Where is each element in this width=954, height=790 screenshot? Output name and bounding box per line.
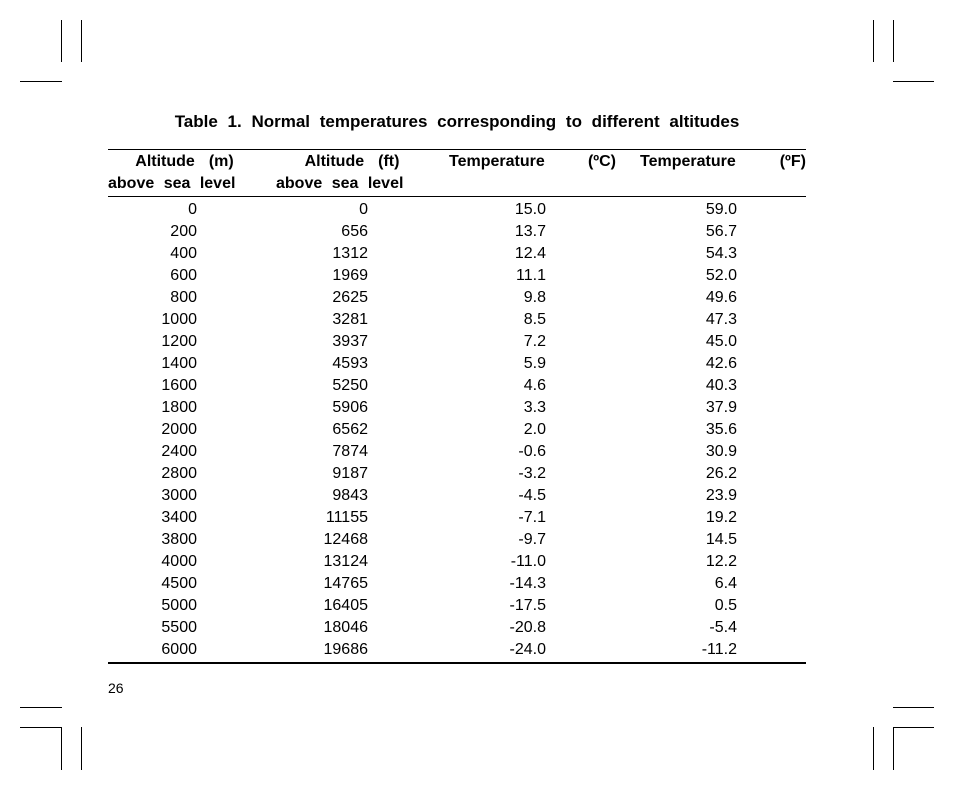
temperature-c-cell: 15.0 bbox=[514, 201, 546, 218]
temperature-c-cell: -11.0 bbox=[510, 553, 546, 570]
temperature-c-cell: 9.8 bbox=[523, 289, 546, 306]
altitude-ft-cell: 6562 bbox=[332, 421, 368, 438]
page-number: 26 bbox=[108, 680, 124, 696]
altitude-ft-cell: 11155 bbox=[325, 509, 368, 526]
table-row bbox=[108, 331, 806, 353]
altitude-m-cell: 200 bbox=[170, 223, 197, 240]
temperature-c-cell: -4.5 bbox=[518, 487, 546, 504]
altitude-ft-cell: 19686 bbox=[323, 641, 368, 658]
table-header-rule bbox=[108, 196, 806, 197]
altitude-ft-cell: 0 bbox=[359, 201, 368, 218]
altitude-m-cell: 6000 bbox=[161, 641, 197, 658]
temperature-f-cell: 12.2 bbox=[705, 553, 737, 570]
altitude-m-cell: 1000 bbox=[161, 311, 197, 328]
table-row bbox=[108, 221, 806, 243]
altitude-m-cell: 400 bbox=[170, 245, 197, 262]
header-altitude-m bbox=[108, 151, 261, 195]
table-bottom-rule bbox=[108, 662, 806, 664]
altitude-m-cell: 2800 bbox=[161, 465, 197, 482]
altitude-ft-cell: 1969 bbox=[332, 267, 368, 284]
table-row bbox=[108, 463, 806, 485]
altitude-ft-cell: 9187 bbox=[332, 465, 368, 482]
altitude-m-cell: 5000 bbox=[161, 597, 197, 614]
header-temperature-f-word: Temperature bbox=[640, 153, 736, 170]
altitude-ft-cell: 3937 bbox=[332, 333, 368, 350]
temperature-c-cell: -14.3 bbox=[509, 575, 546, 592]
temperature-f-cell: 0.5 bbox=[714, 597, 737, 614]
temperature-c-cell: 5.9 bbox=[523, 355, 546, 372]
altitude-m-cell: 2400 bbox=[161, 443, 197, 460]
header-altitude-ft bbox=[276, 151, 428, 195]
altitude-m-cell: 3800 bbox=[161, 531, 197, 548]
temperature-c-cell: 7.2 bbox=[523, 333, 546, 350]
altitude-m-cell: 5500 bbox=[161, 619, 197, 636]
temperature-f-cell: 52.0 bbox=[705, 267, 737, 284]
temperature-c-cell: -7.1 bbox=[518, 509, 546, 526]
table-row bbox=[108, 485, 806, 507]
temperature-c-cell: -0.6 bbox=[518, 443, 546, 460]
temperature-c-cell: -20.8 bbox=[509, 619, 546, 636]
altitude-ft-cell: 4593 bbox=[332, 355, 368, 372]
altitude-m-cell: 0 bbox=[188, 201, 197, 218]
altitude-m-cell: 1800 bbox=[161, 399, 197, 416]
header-temperature-f bbox=[640, 151, 806, 173]
altitude-m-cell: 600 bbox=[170, 267, 197, 284]
table-row bbox=[108, 595, 806, 617]
temperature-f-cell: 14.5 bbox=[705, 531, 737, 548]
temperature-c-cell: -9.7 bbox=[518, 531, 546, 548]
header-altitude-ft-line2: above sea level bbox=[276, 175, 404, 192]
table-row bbox=[108, 353, 806, 375]
header-altitude-m-word: Altitude bbox=[135, 153, 195, 170]
table-row bbox=[108, 265, 806, 287]
header-temperature-c-word: Temperature bbox=[449, 153, 545, 170]
altitude-m-cell: 1400 bbox=[161, 355, 197, 372]
temperature-f-cell: 49.6 bbox=[705, 289, 737, 306]
altitude-ft-cell: 2625 bbox=[332, 289, 368, 306]
temperature-c-cell: 11.1 bbox=[516, 267, 546, 284]
temperature-c-cell: 12.4 bbox=[514, 245, 546, 262]
altitude-ft-cell: 7874 bbox=[332, 443, 368, 460]
altitude-ft-cell: 3281 bbox=[332, 311, 368, 328]
header-temperature-f-unit: (ºF) bbox=[779, 153, 806, 170]
altitude-ft-cell: 9843 bbox=[332, 487, 368, 504]
temperature-f-cell: 47.3 bbox=[705, 311, 737, 328]
temperature-c-cell: -24.0 bbox=[509, 641, 546, 658]
temperature-f-cell: 45.0 bbox=[705, 333, 737, 350]
temperature-f-cell: 35.6 bbox=[705, 421, 737, 438]
header-altitude-m-unit: (m) bbox=[208, 153, 234, 170]
altitude-m-cell: 2000 bbox=[161, 421, 197, 438]
header-altitude-ft-unit: (ft) bbox=[378, 153, 400, 170]
header-temperature-c-unit: (ºC) bbox=[587, 153, 616, 170]
table-row bbox=[108, 243, 806, 265]
temperature-f-cell: 30.9 bbox=[705, 443, 737, 460]
table-row bbox=[108, 287, 806, 309]
table-row bbox=[108, 419, 806, 441]
altitude-m-cell: 800 bbox=[170, 289, 197, 306]
altitude-m-cell: 4000 bbox=[161, 553, 197, 570]
temperature-f-cell: 42.6 bbox=[705, 355, 737, 372]
table-row bbox=[108, 551, 806, 573]
temperature-c-cell: 13.7 bbox=[514, 223, 546, 240]
temperature-f-cell: 54.3 bbox=[705, 245, 737, 262]
temperature-c-cell: 4.6 bbox=[523, 377, 546, 394]
altitude-ft-cell: 5906 bbox=[332, 399, 368, 416]
altitude-ft-cell: 656 bbox=[341, 223, 368, 240]
table-row bbox=[108, 573, 806, 595]
altitude-ft-cell: 1312 bbox=[332, 245, 368, 262]
temperature-c-cell: 8.5 bbox=[523, 311, 546, 328]
table-row bbox=[108, 639, 806, 661]
table-row bbox=[108, 309, 806, 331]
table-row bbox=[108, 441, 806, 463]
table-row bbox=[108, 617, 806, 639]
header-altitude-ft-word: Altitude bbox=[304, 153, 365, 170]
table-top-rule bbox=[108, 149, 806, 150]
altitude-m-cell: 3400 bbox=[161, 509, 197, 526]
table-row bbox=[108, 529, 806, 551]
altitude-m-cell: 4500 bbox=[161, 575, 197, 592]
table-row bbox=[108, 375, 806, 397]
temperature-f-cell: 59.0 bbox=[705, 201, 737, 218]
temperature-c-cell: -17.5 bbox=[509, 597, 546, 614]
table-row bbox=[108, 397, 806, 419]
temperature-f-cell: 26.2 bbox=[705, 465, 737, 482]
temperature-f-cell: 56.7 bbox=[705, 223, 737, 240]
altitude-ft-cell: 12468 bbox=[323, 531, 368, 548]
altitude-m-cell: 3000 bbox=[161, 487, 197, 504]
temperature-c-cell: -3.2 bbox=[518, 465, 546, 482]
header-temperature-c bbox=[449, 151, 616, 173]
temperature-f-cell: 37.9 bbox=[705, 399, 737, 416]
table-row bbox=[108, 199, 806, 221]
temperature-f-cell: 40.3 bbox=[705, 377, 737, 394]
temperature-c-cell: 3.3 bbox=[523, 399, 546, 416]
temperature-f-cell: -5.4 bbox=[709, 619, 737, 636]
table-body bbox=[108, 199, 806, 661]
table-title: Table 1. Normal temperatures corresponding to different altitudes bbox=[174, 112, 740, 131]
header-altitude-m-line2: above sea level bbox=[108, 175, 236, 192]
temperature-f-cell: 6.4 bbox=[714, 575, 737, 592]
altitude-ft-cell: 13124 bbox=[323, 553, 368, 570]
table-row bbox=[108, 507, 806, 529]
temperature-c-cell: 2.0 bbox=[523, 421, 546, 438]
temperature-f-cell: 23.9 bbox=[705, 487, 737, 504]
temperature-f-cell: -11.2 bbox=[701, 641, 737, 658]
altitude-m-cell: 1600 bbox=[161, 377, 197, 394]
temperature-f-cell: 19.2 bbox=[705, 509, 737, 526]
altitude-m-cell: 1200 bbox=[161, 333, 197, 350]
altitude-ft-cell: 16405 bbox=[323, 597, 368, 614]
altitude-ft-cell: 14765 bbox=[323, 575, 368, 592]
altitude-ft-cell: 18046 bbox=[323, 619, 368, 636]
altitude-ft-cell: 5250 bbox=[332, 377, 368, 394]
